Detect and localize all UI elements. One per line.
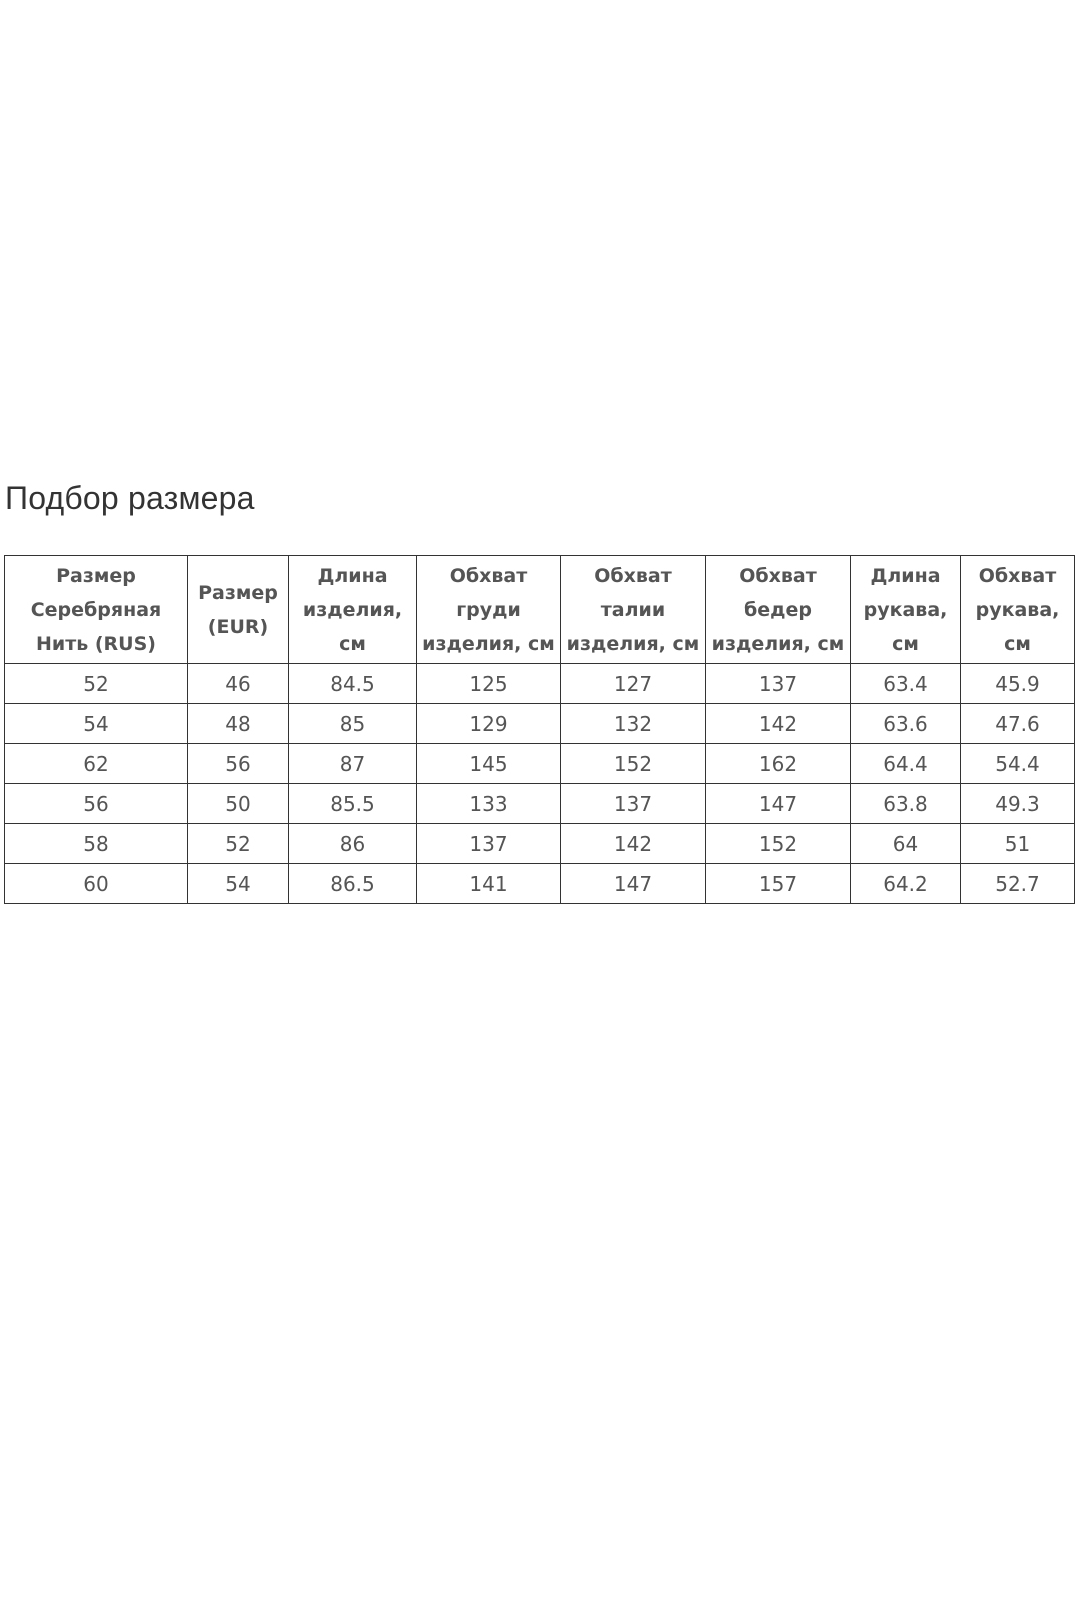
table-cell: 85.5 bbox=[289, 784, 417, 824]
table-cell: 157 bbox=[706, 864, 851, 904]
table-cell: 137 bbox=[706, 664, 851, 704]
size-chart-table bbox=[4, 555, 1075, 904]
header-chest: Обхват груди изделия, см bbox=[417, 556, 561, 664]
table-cell: 129 bbox=[417, 704, 561, 744]
table-cell: 141 bbox=[417, 864, 561, 904]
table-cell: 49.3 bbox=[961, 784, 1075, 824]
table-cell: 52.7 bbox=[961, 864, 1075, 904]
table-cell: 85 bbox=[289, 704, 417, 744]
table-cell: 64 bbox=[851, 824, 961, 864]
table-cell: 58 bbox=[5, 824, 188, 864]
table-cell: 60 bbox=[5, 864, 188, 904]
table-cell: 47.6 bbox=[961, 704, 1075, 744]
table-row bbox=[5, 704, 1075, 744]
table-row bbox=[5, 744, 1075, 784]
table-cell: 125 bbox=[417, 664, 561, 704]
table-cell: 84.5 bbox=[289, 664, 417, 704]
table-cell: 152 bbox=[561, 744, 706, 784]
table-cell: 63.6 bbox=[851, 704, 961, 744]
table-cell: 133 bbox=[417, 784, 561, 824]
table-header-row bbox=[5, 556, 1075, 664]
table-cell: 52 bbox=[5, 664, 188, 704]
header-sleeve-length: Длина рукава, см bbox=[851, 556, 961, 664]
table-cell: 45.9 bbox=[961, 664, 1075, 704]
page-title: Подбор размера bbox=[5, 480, 255, 516]
table-row bbox=[5, 864, 1075, 904]
table-cell: 48 bbox=[188, 704, 289, 744]
table-cell: 56 bbox=[5, 784, 188, 824]
table-cell: 54 bbox=[188, 864, 289, 904]
table-cell: 87 bbox=[289, 744, 417, 784]
table-cell: 51 bbox=[961, 824, 1075, 864]
table-cell: 147 bbox=[706, 784, 851, 824]
table-cell: 86 bbox=[289, 824, 417, 864]
header-hips: Обхват бедер изделия, см bbox=[706, 556, 851, 664]
table-cell: 142 bbox=[561, 824, 706, 864]
table-cell: 137 bbox=[561, 784, 706, 824]
header-length: Длина изделия, см bbox=[289, 556, 417, 664]
header-size-eur: Размер (EUR) bbox=[188, 556, 289, 664]
table-row bbox=[5, 784, 1075, 824]
table-cell: 86.5 bbox=[289, 864, 417, 904]
table-cell: 64.2 bbox=[851, 864, 961, 904]
table-cell: 56 bbox=[188, 744, 289, 784]
table-cell: 162 bbox=[706, 744, 851, 784]
table-cell: 137 bbox=[417, 824, 561, 864]
table-cell: 63.4 bbox=[851, 664, 961, 704]
table-cell: 152 bbox=[706, 824, 851, 864]
table-cell: 46 bbox=[188, 664, 289, 704]
table-cell: 64.4 bbox=[851, 744, 961, 784]
header-waist: Обхват талии изделия, см bbox=[561, 556, 706, 664]
table-cell: 63.8 bbox=[851, 784, 961, 824]
header-size-rus: Размер Серебряная Нить (RUS) bbox=[5, 556, 188, 664]
table-cell: 127 bbox=[561, 664, 706, 704]
header-sleeve-girth: Обхват рукава, см bbox=[961, 556, 1075, 664]
table-cell: 142 bbox=[706, 704, 851, 744]
table-cell: 54 bbox=[5, 704, 188, 744]
table-cell: 145 bbox=[417, 744, 561, 784]
table-cell: 62 bbox=[5, 744, 188, 784]
table-row bbox=[5, 824, 1075, 864]
table-cell: 54.4 bbox=[961, 744, 1075, 784]
table-row bbox=[5, 664, 1075, 704]
table-cell: 147 bbox=[561, 864, 706, 904]
table-cell: 132 bbox=[561, 704, 706, 744]
table-cell: 52 bbox=[188, 824, 289, 864]
table-cell: 50 bbox=[188, 784, 289, 824]
